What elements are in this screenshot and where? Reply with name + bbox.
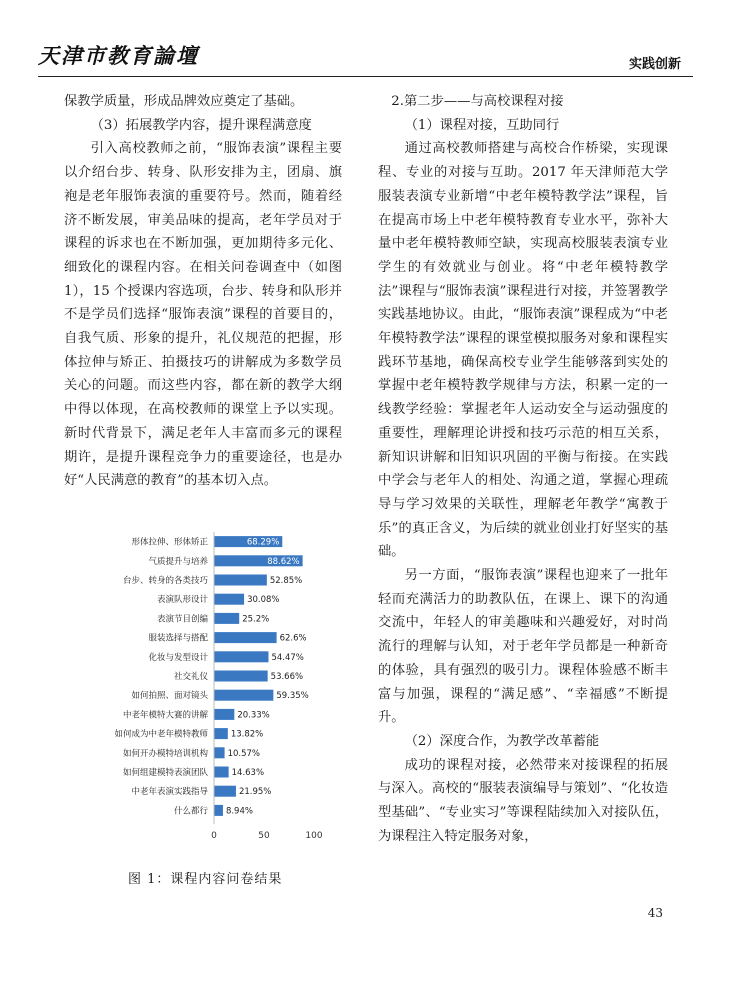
category-label: 如何开办模特培训机构 [122, 748, 208, 759]
category-label: 化妆与发型设计 [148, 652, 208, 663]
value-label: 59.35% [276, 691, 309, 702]
bar [214, 786, 236, 797]
page-header [0, 0, 731, 80]
bar [214, 747, 225, 758]
bar [214, 709, 234, 720]
category-label: 台步、转身的各类技巧 [122, 576, 208, 586]
x-tick-label: 100 [305, 831, 323, 841]
bar [214, 613, 239, 624]
left-column [64, 90, 342, 493]
header-rule [38, 76, 693, 77]
paragraph: 通过高校教师搭建与高校合作桥梁，实现课程、专业的对接与互助。2017 年天津师范大学服装表演专业新增“中老年模特教学法”课程，旨在提高市场上中老年模特教育专业水平，弥补大量中老年模特教师空缺，实现高校服装表演专业学生的有效就业与创业。将“中老年模特教学法”课程与“服饰表演”课程进行对接，并签署教学实践基地协议。由此，“服饰表演”课程成为“中老年模特教学法”课程的课堂模拟服务对象和课程实践环节基地，确保高校专业学生能够落到实处的掌握中老年模特教学规律与方法，积累一定的一线教学经验：掌握老年人运动安全与运动强度的重要性，理解理论讲授和技巧示范的相互关系，新知识讲解和旧知识巩固的平衡与衔接。在实践中学会与老年人的相处、沟通之道，掌握心理疏导与学习效果的关联性，理解老年教学“寓教于乐”的真正含义，为后续的就业创业打好坚实的基础。 [378, 141, 668, 560]
section-label: 实践创新 [628, 57, 681, 72]
bar [214, 651, 268, 662]
chart-svg [64, 520, 354, 850]
category-label: 如何成为中老年模特教师 [114, 729, 208, 740]
value-label: 54.47% [271, 652, 304, 663]
bar [214, 594, 244, 605]
value-label: 68.29% [246, 537, 280, 548]
x-tick-label: 0 [211, 831, 217, 841]
value-label: 30.08% [247, 595, 280, 606]
bar [214, 690, 273, 701]
value-label: 14.63% [231, 768, 265, 778]
category-label: 如何拍照、面对镜头 [131, 691, 208, 702]
category-label: 中老年表演实践指导 [131, 787, 208, 798]
value-label: 88.62% [267, 556, 300, 567]
category-label: 如何组建模特表演团队 [122, 768, 208, 778]
category-label: 什么都行 [173, 806, 208, 817]
value-label: 21.95% [238, 787, 272, 798]
value-label: 53.66% [270, 672, 304, 682]
category-label: 中老年模特大赛的讲解 [122, 710, 208, 721]
value-label: 20.33% [237, 710, 270, 721]
paragraph: 引入高校教师之前，“服饰表演”课程主要以介绍台步、转身、队形安排为主，团扇、旗袍是老年服饰表演的重要符号。然而，随着经济不断发展，审美品味的提高，老年学员对于课程的诉求也在不断加强，更加期待多元化、细致化的课程内容。在相关问卷调查中（如图 1），15 个授课内容选项，台步、转身和队形并不是学员们选择“服饰表演”课程的首要目的，自我气质、形象的提升，礼仪规范的把握，形体拉伸与矫正、拍摄技巧的讲解成为多数学员关心的问题。而这些内容，都在新的教学大纲中得以体现，在高校教师的课堂上予以实现。新时代背景下，满足老年人丰富而多元的课程期许，是提升课程竞争力的重要途径，也是办好“人民满意的教育”的基本切入点。 [64, 141, 342, 489]
value-label: 62.6% [279, 633, 307, 644]
category-label: 形体拉伸、形体矫正 [131, 537, 208, 548]
bar [214, 767, 229, 778]
value-label: 8.94% [225, 806, 253, 817]
bar [214, 728, 228, 739]
page-number: 43 [647, 906, 663, 920]
bar [214, 632, 277, 643]
bar [214, 805, 223, 816]
bar [214, 671, 268, 682]
figure-caption: 图 1：课程内容问卷结果 [128, 872, 283, 887]
category-label: 表演节目创编 [156, 614, 208, 625]
category-label: 气质提升与培养 [148, 556, 208, 567]
x-tick-label: 50 [258, 831, 270, 841]
value-label: 52.85% [269, 576, 303, 586]
paragraph: 另一方面，“服饰表演”课程也迎来了一批年轻而充满活力的助教队伍，在课上、课下的沟通交流中，年轻人的审美趣味和兴趣爱好，对时尚流行的理解与认知，对于老年学员都是一种新奇的体验，具有强烈的吸引力。课程体验感不断丰富与加强，课程的“满足感”、“幸福感”不断提升。 [378, 568, 668, 726]
survey-bar-chart [64, 520, 354, 850]
paragraph: 成功的课程对接，必然带来对接课程的拓展与深入。高校的“服装表演编导与策划”、“化妆造型基础”、“专业实习”等课程陆续加入对接队伍，为课程注入特定服务对象， [378, 757, 668, 844]
subheading: （1）课程对接，互助同行 [404, 117, 560, 133]
category-label: 服装选择与搭配 [148, 633, 208, 644]
category-label: 社交礼仪 [173, 672, 208, 682]
value-label: 13.82% [230, 729, 264, 740]
subheading: （2）深度合作，为教学改革蓄能 [404, 733, 600, 749]
category-label: 表演队形设计 [156, 595, 208, 606]
right-column [378, 90, 668, 849]
journal-title: 天津市教育論壇 [38, 43, 199, 68]
paragraph: 保教学质量，形成品牌效应奠定了基础。 [64, 94, 304, 109]
subheading: （3）拓展教学内容，提升课程满意度 [90, 117, 312, 133]
bar [214, 575, 267, 586]
value-label: 25.2% [242, 614, 270, 625]
value-label: 10.57% [227, 748, 260, 759]
step-heading: 2.第二步——与高校课程对接 [391, 94, 564, 109]
